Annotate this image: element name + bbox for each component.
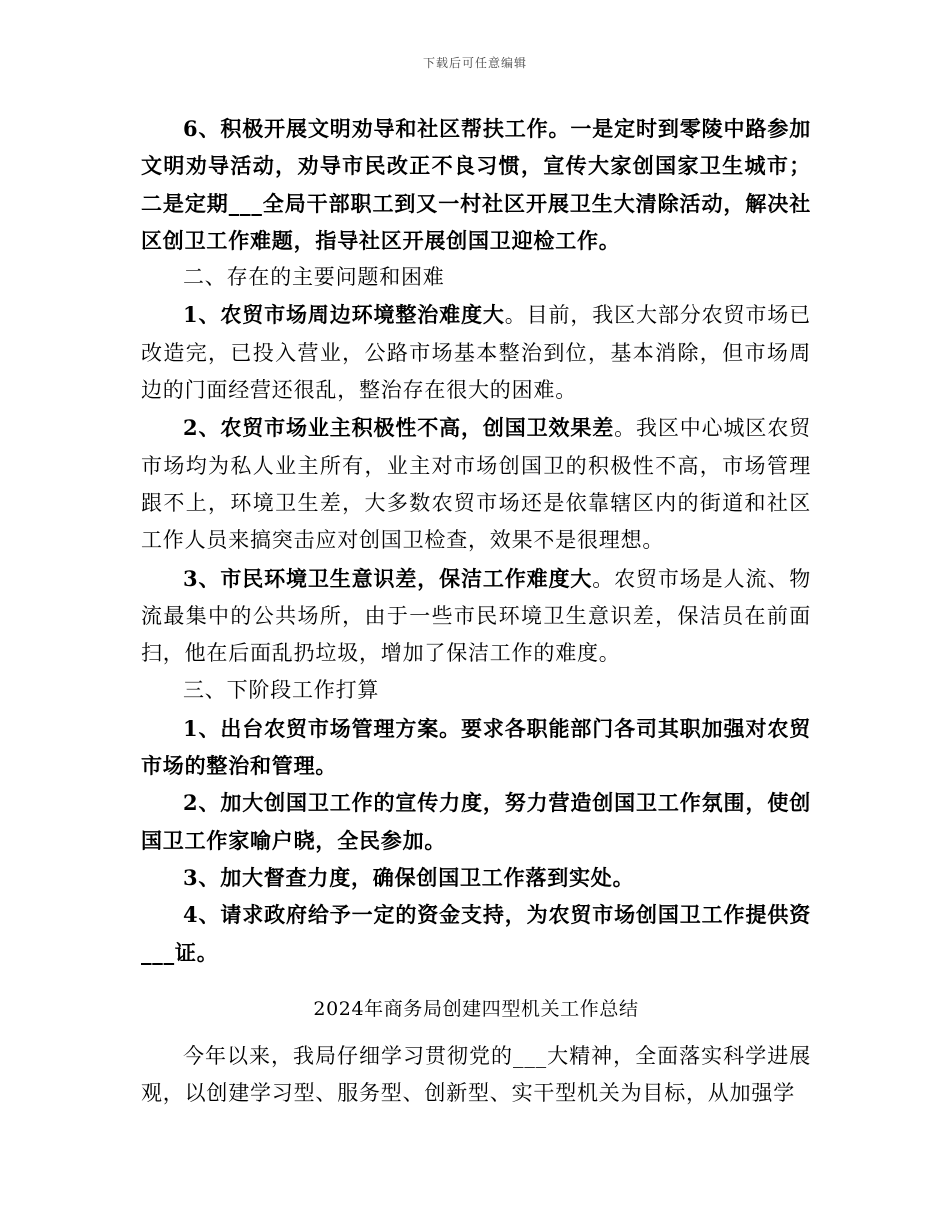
problem-2-body: 。我区中心城区农贸市场均为私人业主所有，业主对市场创国卫的积极性不高，市场管理跟不上，环境卫生差，大多数农贸市场还是依靠辖区内的街道和社区工作人员来搞突击应对创国卫检查，效果不是很理想。 — [141, 416, 811, 553]
paragraph-problem-1 — [141, 296, 811, 409]
page-header: 下载后可任意编辑 — [422, 56, 527, 70]
problem-2-lead: 2、农贸市场业主积极性不高，创国卫效果差 — [183, 415, 615, 441]
problem-3-body: 。农贸市场是人流、物流最集中的公共场所，由于一些市民环境卫生意识差，保洁员在前面扫，他在后面乱扔垃圾，增加了保洁工作的难度。 — [141, 566, 811, 666]
paragraph-civilization-persuasion: 6、积极开展文明劝导和社区帮扶工作。一是定时到零陵中路参加文明劝导活动，劝导市民改正不良习惯，宣传大家创国家卫生城市；二是定期___全局干部职工到又一村社区开展卫生大清除活动，解决社区创卫工作难题，指导社区开展创国卫迎检工作。 — [141, 116, 811, 253]
problem-1-lead: 1、农贸市场周边环境整治难度大 — [183, 302, 505, 328]
paragraph-plan-1: 1、出台农贸市场管理方案。要求各职能部门各司其职加强对农贸市场的整治和管理。 — [141, 715, 811, 779]
second-document-intro: 今年以来，我局仔细学习贯彻党的___大精神，全面落实科学进展观，以创建学习型、服务型、创新型、实干型机关为目标，从加强学 — [141, 1043, 811, 1106]
problem-3-lead: 3、市民环境卫生意识差，保洁工作难度大 — [183, 565, 593, 591]
paragraph-problem-2 — [141, 409, 811, 559]
second-document-title: 2024年商务局创建四型机关工作总结 — [313, 997, 639, 1020]
paragraph-plan-3: 3、加大督查力度，确保创国卫工作落到实处。 — [183, 864, 635, 890]
paragraph-plan-2: 2、加大创国卫工作的宣传力度，努力营造创国卫工作氛围，使创国卫工作家喻户晓，全民参加。 — [141, 790, 811, 853]
section-heading-problems: 二、存在的主要问题和困难 — [183, 265, 445, 290]
document-body — [141, 110, 811, 1112]
paragraph-plan-4: 4、请求政府给予一定的资金支持，为农贸市场创国卫工作提供资___证。 — [141, 902, 811, 965]
section-heading-next-steps: 三、下阶段工作打算 — [183, 678, 380, 703]
problem-1-body: 。目前，我区大部分农贸市场已改造完，已投入营业，公路市场基本整治到位，基本消除，但市场周边的门面经营还很乱，整治存在很大的困难。 — [141, 303, 811, 403]
paragraph-problem-3 — [141, 560, 811, 673]
